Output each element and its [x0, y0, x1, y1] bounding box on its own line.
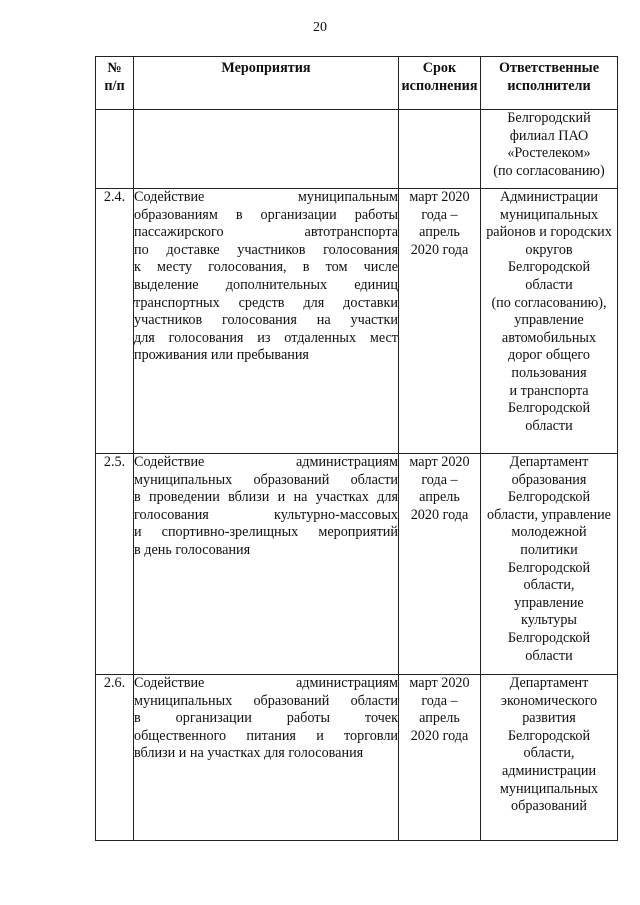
- responsible-line: Департамент: [509, 454, 589, 470]
- activity-line: по доставке участников голосования: [134, 241, 398, 258]
- cell-responsible: [481, 110, 618, 189]
- header-num-line: п/п: [104, 78, 125, 94]
- responsible-line: администрации: [501, 762, 597, 779]
- responsible-line: округов: [525, 241, 573, 258]
- responsible-line: филиал ПАО: [509, 127, 589, 144]
- cell-responsible: [481, 454, 618, 675]
- header-activity-label: Мероприятия: [221, 60, 311, 76]
- table-header-row: [96, 57, 618, 110]
- cell-num: 2.5.: [96, 454, 134, 675]
- term-line: апрель: [419, 224, 460, 241]
- responsible-line: управление: [514, 312, 584, 329]
- responsible-line: образований: [511, 798, 587, 815]
- header-activity: [134, 57, 399, 110]
- responsible-line: управление: [514, 594, 584, 611]
- cell-responsible: [481, 189, 618, 454]
- cell-num: [96, 110, 134, 189]
- cell-activity: [134, 454, 399, 675]
- header-responsible-line: Ответственные: [498, 60, 600, 76]
- header-term-line: исполнения: [401, 78, 478, 94]
- responsible-line: Белгородской: [507, 629, 591, 646]
- term-line: 2020 года: [410, 506, 469, 523]
- cell-activity: [134, 189, 399, 454]
- responsible-line: Белгородской: [507, 559, 591, 576]
- cell-term: [399, 110, 481, 189]
- activities-table: [95, 56, 618, 841]
- term-line: 2020 года: [410, 241, 469, 258]
- activity-line: пассажирского автотранспорта: [134, 224, 398, 241]
- header-responsible: [481, 57, 618, 110]
- responsible-line: муниципальных: [499, 780, 599, 797]
- activity-line: в проведении вблизи и на участках для: [134, 489, 398, 506]
- header-term-line: Срок: [422, 60, 457, 76]
- responsible-line: районов и городских: [486, 224, 612, 241]
- cell-term: [399, 189, 481, 454]
- activity-line: общественного питания и торговли: [134, 727, 398, 744]
- responsible-line: (по согласованию): [493, 162, 605, 179]
- activity-line: в организации работы точек: [134, 710, 398, 727]
- responsible-line: области: [525, 276, 573, 293]
- table-row: [96, 675, 618, 841]
- activity-line: муниципальных образований области: [134, 692, 398, 709]
- responsible-line: Белгородской: [507, 489, 591, 506]
- responsible-line: экономического: [500, 692, 598, 709]
- responsible-line: культуры: [521, 612, 577, 629]
- responsible-line: дорог общего: [508, 347, 590, 364]
- table-row: [96, 454, 618, 675]
- responsible-line: муниципальных: [499, 206, 599, 223]
- cell-term: [399, 454, 481, 675]
- activity-line: Содействие администрациям: [134, 675, 398, 691]
- responsible-line: молодежной: [511, 524, 587, 541]
- responsible-line: пользования: [511, 364, 587, 381]
- responsible-line: политики: [520, 541, 578, 558]
- header-num: [96, 57, 134, 110]
- header-num-line: №: [107, 60, 122, 76]
- table-row-continuation: [96, 110, 618, 189]
- activity-line: транспортных средств для доставки: [134, 294, 398, 311]
- activity-line: в день голосования: [134, 541, 251, 558]
- activity-line: Содействие муниципальным: [134, 189, 398, 205]
- responsible-line: Белгородской: [507, 727, 591, 744]
- responsible-line: области: [525, 647, 573, 664]
- responsible-line: Белгородский: [507, 110, 591, 126]
- term-line: март 2020: [409, 189, 470, 205]
- term-line: апрель: [419, 710, 460, 727]
- responsible-line: развития: [522, 710, 576, 727]
- cell-num: 2.6.: [96, 675, 134, 841]
- activity-line: вблизи и на участках для голосования: [134, 745, 364, 762]
- activity-line: выделение дополнительных единиц: [134, 276, 398, 293]
- term-line: 2020 года: [410, 727, 469, 744]
- term-line: года –: [421, 206, 458, 223]
- responsible-line: области,: [523, 577, 575, 594]
- cell-term: [399, 675, 481, 841]
- term-line: года –: [421, 692, 458, 709]
- responsible-line: Департамент: [509, 675, 589, 691]
- activity-line: проживания или пребывания: [134, 347, 309, 364]
- responsible-line: Белгородской: [507, 259, 591, 276]
- cell-activity: [134, 675, 399, 841]
- activity-line: муниципальных образований области: [134, 471, 398, 488]
- term-line: апрель: [419, 489, 460, 506]
- activity-line: для голосования из отдаленных мест: [134, 329, 398, 346]
- activity-line: образованиям в организации работы: [134, 206, 398, 223]
- responsible-line: Белгородской: [507, 400, 591, 417]
- header-term: [399, 57, 481, 110]
- term-line: март 2020: [409, 675, 470, 691]
- table-row: [96, 189, 618, 454]
- header-responsible-line: исполнители: [507, 78, 591, 94]
- term-line: года –: [421, 471, 458, 488]
- activity-line: и спортивно-зрелищных мероприятий: [134, 524, 398, 541]
- cell-activity: [134, 110, 399, 189]
- responsible-line: автомобильных: [501, 329, 597, 346]
- activity-line: к месту голосования, в том числе: [134, 259, 398, 276]
- responsible-line: «Ростелеком»: [507, 145, 591, 162]
- responsible-line: области,: [523, 745, 575, 762]
- activity-line: Содействие администрациям: [134, 454, 398, 470]
- term-line: март 2020: [409, 454, 470, 470]
- responsible-line: и транспорта: [509, 382, 589, 399]
- responsible-line: образования: [511, 471, 587, 488]
- responsible-line: Администрации: [499, 189, 599, 205]
- responsible-line: области: [525, 417, 573, 434]
- cell-responsible: [481, 675, 618, 841]
- activity-line: голосования культурно-массовых: [134, 506, 398, 523]
- activity-line: участников голосования на участки: [134, 312, 398, 329]
- responsible-line: (по согласованию),: [491, 294, 607, 311]
- page-number: 20: [313, 20, 327, 35]
- responsible-line: области, управление: [487, 506, 611, 523]
- cell-num: 2.4.: [96, 189, 134, 454]
